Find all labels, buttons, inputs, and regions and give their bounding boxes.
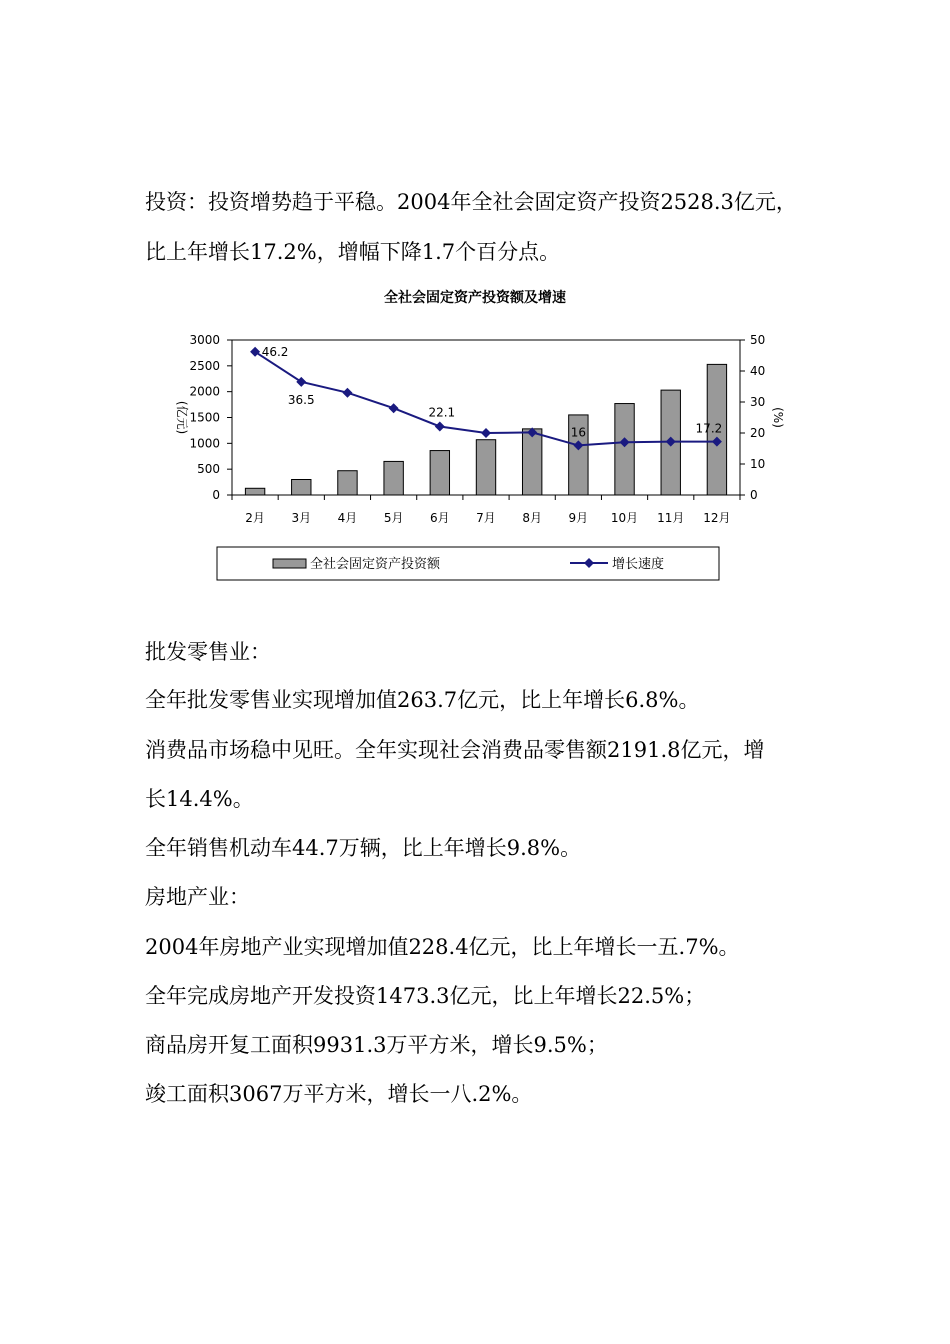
bar xyxy=(245,488,264,495)
chart-title: 全社会固定资产投资额及增速 xyxy=(384,290,566,306)
y2-tick-label: 30 xyxy=(750,395,766,409)
y2-axis-title: (%) xyxy=(771,407,785,428)
legend-bar-swatch xyxy=(273,559,306,568)
paragraph: 2004年房地产业实现增加值228.4亿元，比上年增长一五.7%。 xyxy=(145,935,740,959)
paragraph: 商品房开复工面积9931.3万平方米，增长9.5%； xyxy=(145,1033,608,1057)
x-tick-label: 2月 xyxy=(245,511,265,525)
x-tick-label: 7月 xyxy=(476,511,496,525)
growth-point xyxy=(250,347,260,357)
y-tick-label: 500 xyxy=(197,462,220,477)
bar xyxy=(292,480,311,496)
bar xyxy=(430,451,449,495)
y-tick-label: 2500 xyxy=(189,358,220,373)
legend-label: 全社会固定资产投资额 xyxy=(310,557,441,572)
x-tick-label: 11月 xyxy=(657,511,685,525)
paragraph: 消费品市场稳中见旺。全年实现社会消费品零售额2191.8亿元，增 xyxy=(145,738,765,762)
y2-tick-label: 40 xyxy=(750,364,766,378)
legend-label: 增长速度 xyxy=(612,557,665,572)
paragraph: 全年销售机动车44.7万辆，比上年增长9.8%。 xyxy=(145,836,582,860)
x-tick-label: 10月 xyxy=(610,511,639,525)
paragraph: 全年完成房地产开发投资1473.3亿元，比上年增长22.5%； xyxy=(145,984,706,1008)
y-tick-label: 3000 xyxy=(189,333,220,347)
data-label: 22.1 xyxy=(428,405,456,420)
paragraph: 批发零售业： xyxy=(145,640,271,664)
bar xyxy=(476,440,495,495)
y2-tick-label: 0 xyxy=(750,488,758,502)
paragraph: 长14.4%。 xyxy=(145,787,254,811)
y-tick-label: 2000 xyxy=(189,384,220,399)
growth-point xyxy=(435,421,445,431)
y-tick-label: 1000 xyxy=(189,436,220,451)
x-tick-label: 5月 xyxy=(383,511,404,525)
investment-chart xyxy=(150,325,800,590)
paragraph: 投资：投资增势趋于平稳。2004年全社会固定资产投资2528.3亿元， xyxy=(145,190,797,214)
data-label: 17.2 xyxy=(695,421,723,436)
x-tick-label: 9月 xyxy=(568,511,589,525)
paragraph: 全年批发零售业实现增加值263.7亿元，比上年增长6.8%。 xyxy=(145,688,700,712)
x-tick-label: 3月 xyxy=(291,511,312,525)
bar xyxy=(615,404,634,495)
paragraph: 比上年增长17.2%，增幅下降1.7个百分点。 xyxy=(145,240,561,264)
y-axis-title: (亿元) xyxy=(175,400,189,435)
growth-point xyxy=(481,428,491,438)
bar xyxy=(384,461,403,495)
x-tick-label: 12月 xyxy=(703,511,731,525)
x-tick-label: 4月 xyxy=(337,511,358,525)
data-label: 16 xyxy=(570,425,587,440)
bar xyxy=(522,429,541,495)
data-label: 36.5 xyxy=(287,392,315,407)
y-tick-label: 0 xyxy=(212,488,220,502)
growth-point xyxy=(296,377,306,387)
paragraph: 房地产业： xyxy=(145,885,250,909)
x-tick-label: 6月 xyxy=(429,511,450,525)
growth-point xyxy=(389,403,399,413)
data-label: 46.2 xyxy=(261,344,289,359)
y2-tick-label: 20 xyxy=(750,426,766,440)
y2-tick-label: 50 xyxy=(750,333,766,347)
x-tick-label: 8月 xyxy=(522,511,543,525)
growth-point xyxy=(342,388,352,398)
bar xyxy=(338,471,357,495)
y2-tick-label: 10 xyxy=(750,457,766,471)
y-tick-label: 1500 xyxy=(189,410,220,425)
paragraph: 竣工面积3067万平方米，增长一八.2%。 xyxy=(145,1082,533,1106)
